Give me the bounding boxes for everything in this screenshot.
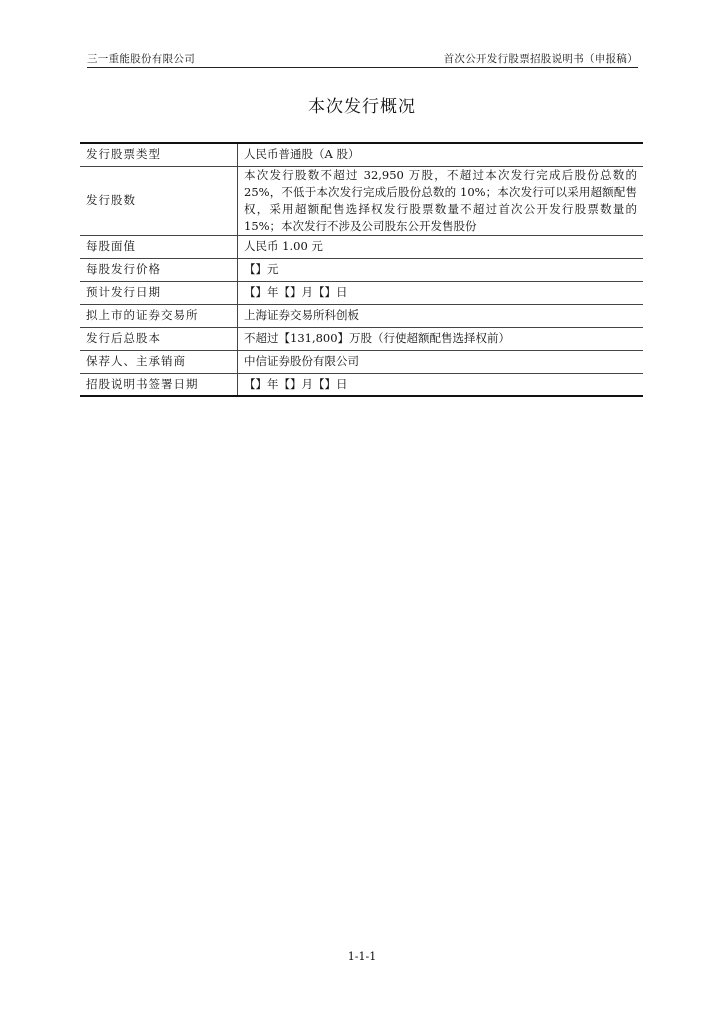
- row-label: 发行股票类型: [80, 143, 238, 166]
- row-value: 本次发行股数不超过 32,950 万股，不超过本次发行完成后股份总数的 25%，不低于本次发行完成后股份总数的 10%；本次发行可以采用超额配售权，采用超额配售选择权发行股票数量不超过首次公开发行股票数量的 15%；本次发行不涉及公司股东公开发售股份: [238, 166, 644, 235]
- row-label: 发行后总股本: [80, 327, 238, 350]
- row-label: 招股说明书签署日期: [80, 373, 238, 396]
- row-label: 保荐人、主承销商: [80, 350, 238, 373]
- row-label: 发行股数: [80, 166, 238, 235]
- row-label: 拟上市的证券交易所: [80, 304, 238, 327]
- page-number: 1-1-1: [347, 950, 377, 963]
- row-value: 【】年【】月【】日: [238, 373, 644, 396]
- row-value: 人民币普通股（A 股）: [238, 143, 644, 166]
- row-label: 每股发行价格: [80, 258, 238, 281]
- table-row-share-count: [80, 166, 643, 235]
- page-header: [87, 52, 638, 66]
- row-value: 中信证券股份有限公司: [238, 350, 644, 373]
- row-value: 【】元: [238, 258, 644, 281]
- table-row-issue-price: [80, 258, 643, 281]
- row-label: 预计发行日期: [80, 281, 238, 304]
- row-value: 【】年【】月【】日: [238, 281, 644, 304]
- header-company-name: 三一重能股份有限公司: [87, 53, 195, 65]
- page-title: 本次发行概况: [308, 97, 416, 117]
- table-row-sponsor: [80, 350, 643, 373]
- table-row-exchange: [80, 304, 643, 327]
- table-row-total-shares: [80, 327, 643, 350]
- row-value: 不超过【131,800】万股（行使超额配售选择权前）: [238, 327, 644, 350]
- table-row-signing-date: [80, 373, 643, 396]
- table-row-stock-type: [80, 143, 643, 166]
- header-rule: [87, 67, 638, 68]
- table-row-issue-date: [80, 281, 643, 304]
- offering-overview-table: [80, 142, 643, 397]
- table-row-par-value: [80, 235, 643, 258]
- row-label: 每股面值: [80, 235, 238, 258]
- header-document-title: 首次公开发行股票招股说明书（申报稿）: [443, 53, 638, 65]
- row-value: 人民币 1.00 元: [238, 235, 644, 258]
- row-value: 上海证券交易所科创板: [238, 304, 644, 327]
